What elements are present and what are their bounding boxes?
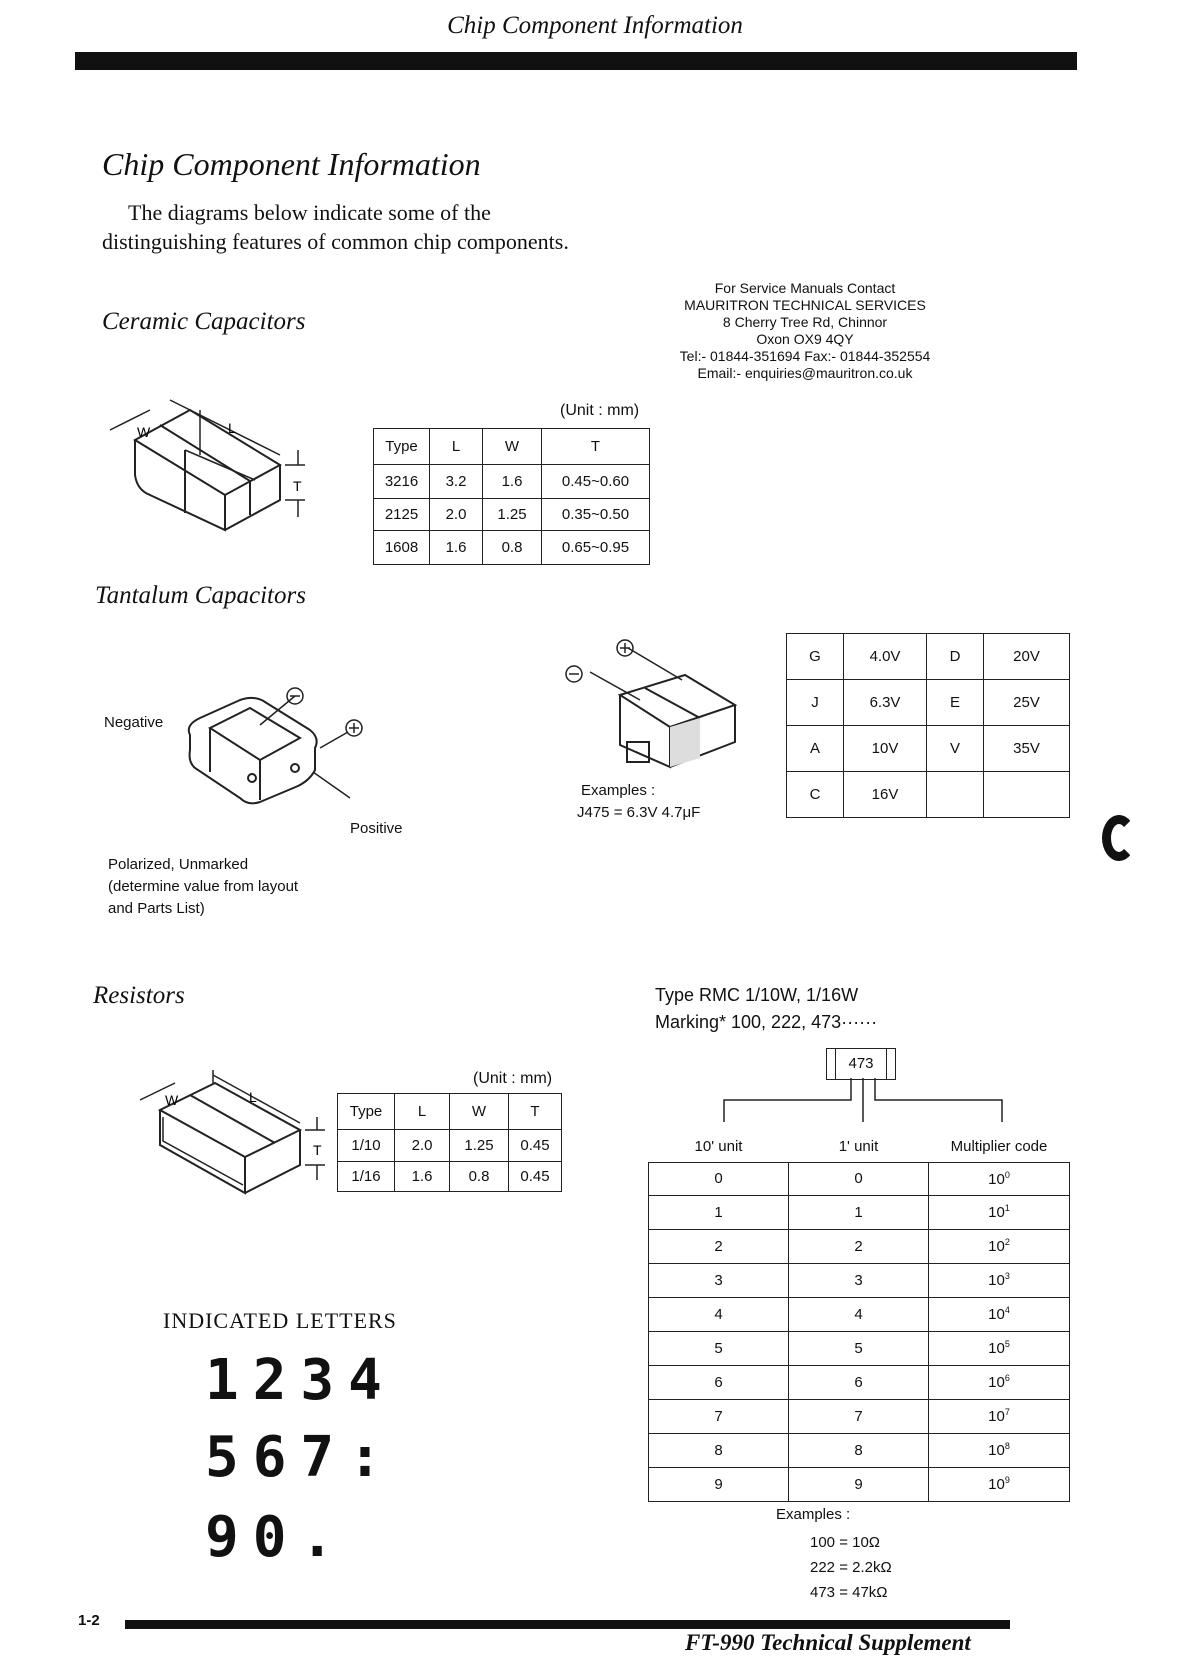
tantalum-note (108, 854, 298, 920)
ceramic-t-label: T (293, 478, 302, 494)
binder-mark (1102, 815, 1136, 861)
table-cell (929, 1399, 1070, 1433)
voltage-code-table (786, 633, 1070, 818)
table-header-row (338, 1094, 562, 1130)
table-cell (929, 1229, 1070, 1263)
table-row (649, 1331, 1070, 1365)
table-cell: 7 (649, 1399, 789, 1433)
table-cell: 2 (649, 1229, 789, 1263)
table-cell: 1 (789, 1195, 929, 1229)
table-header-cell: T (542, 429, 650, 465)
table-header-cell: L (395, 1094, 450, 1130)
negative-label: Negative (104, 714, 164, 731)
resistor-l-label: L (249, 1089, 257, 1105)
table-cell: 16V (844, 772, 927, 818)
table-cell: 3 (649, 1263, 789, 1297)
table-row (649, 1399, 1070, 1433)
contact-line: Email:- enquiries@mauritron.co.uk (697, 365, 913, 381)
table-cell (929, 1365, 1070, 1399)
table-cell (929, 1331, 1070, 1365)
tantalum-example: J475 = 6.3V 4.7μF (577, 804, 701, 821)
table-cell (929, 1297, 1070, 1331)
table-cell: 6 (649, 1365, 789, 1399)
resistor-examples (810, 1530, 892, 1605)
marking-sample-text: 473 (835, 1049, 887, 1079)
table-cell: 0 (649, 1162, 789, 1195)
table-cell: 6 (789, 1365, 929, 1399)
multiplier-base: 10 (988, 1374, 1005, 1391)
table-cell: 5 (649, 1331, 789, 1365)
table-header-cell: L (430, 429, 483, 465)
indicated-row: 90. (205, 1505, 349, 1570)
indicated-row: 567: (205, 1425, 396, 1490)
table-cell: 7 (789, 1399, 929, 1433)
table-row (338, 1162, 562, 1192)
table-cell: 2125 (374, 499, 430, 531)
table-row (649, 1229, 1070, 1263)
table-cell: 9 (649, 1467, 789, 1501)
intro-text: The diagrams below indicate some of the distinguishing features of common chip components. (102, 200, 569, 254)
multiplier-base: 10 (988, 1408, 1005, 1425)
table-cell: 1.6 (483, 465, 542, 499)
table-cell: 1.25 (450, 1130, 509, 1162)
table-cell (929, 1263, 1070, 1297)
table-header-row (374, 429, 650, 465)
table-cell (929, 1162, 1070, 1195)
table-cell: 1 (649, 1195, 789, 1229)
table-cell: 5 (789, 1331, 929, 1365)
table-cell: 2 (789, 1229, 929, 1263)
note-line: Polarized, Unmarked (108, 856, 249, 873)
table-row (649, 1195, 1070, 1229)
multiplier-exponent: 7 (1004, 1407, 1010, 1417)
contact-line: For Service Manuals Contact (714, 280, 896, 296)
ceramic-unit-label: (Unit : mm) (560, 402, 640, 419)
table-cell: 2.0 (395, 1130, 450, 1162)
table-row (787, 726, 1070, 772)
marking-connector-lines (720, 1078, 1010, 1123)
table-header-cell: 1' unit (789, 1132, 929, 1162)
section-title-ceramic: Ceramic Capacitors (102, 308, 306, 335)
positive-label: Positive (350, 820, 403, 837)
multiplier-base: 10 (988, 1476, 1005, 1493)
table-cell: 6.3V (844, 680, 927, 726)
contact-line: 8 Cherry Tree Rd, Chinnor (722, 314, 888, 330)
table-row (787, 680, 1070, 726)
contact-line: Tel:- 01844-351694 Fax:- 01844-352554 (679, 348, 931, 364)
table-cell: 0.45 (509, 1130, 562, 1162)
header-title: Chip Component Information (447, 12, 743, 39)
table-cell: 35V (984, 726, 1070, 772)
resistor-unit-label: (Unit : mm) (473, 1070, 553, 1087)
table-cell: E (927, 680, 984, 726)
table-cell (929, 1433, 1070, 1467)
ceramic-w-label: W (137, 424, 151, 440)
table-cell (984, 772, 1070, 818)
footer-title: FT-990 Technical Supplement (685, 1630, 971, 1655)
multiplier-exponent: 4 (1004, 1305, 1010, 1315)
table-cell: G (787, 634, 844, 680)
table-cell: 2.0 (430, 499, 483, 531)
ceramic-table (373, 428, 650, 565)
table-header-cell: Type (374, 429, 430, 465)
table-row (649, 1162, 1070, 1195)
table-cell: 0.8 (483, 531, 542, 565)
multiplier-exponent: 3 (1004, 1271, 1010, 1281)
resistor-diagram (135, 1065, 335, 1210)
multiplier-exponent: 1 (1004, 1203, 1010, 1213)
tantalum-examples-label: Examples : (581, 782, 656, 799)
table-cell: 25V (984, 680, 1070, 726)
table-row (787, 634, 1070, 680)
section-title-resistors: Resistors (93, 982, 185, 1009)
tantalum-marked-diagram (560, 630, 750, 780)
table-cell: 0.8 (450, 1162, 509, 1192)
footer-rule (125, 1620, 1010, 1629)
table-header-cell: T (509, 1094, 562, 1130)
table-row (649, 1467, 1070, 1501)
table-cell: 8 (789, 1433, 929, 1467)
resistor-dimension-table (337, 1093, 562, 1192)
note-line: and Parts List) (108, 900, 205, 917)
multiplier-exponent: 2 (1004, 1237, 1010, 1247)
multiplier-base: 10 (988, 1238, 1005, 1255)
table-header-row (649, 1132, 1070, 1162)
table-cell: 9 (789, 1467, 929, 1501)
table-cell: 1/16 (338, 1162, 395, 1192)
multiplier-exponent: 5 (1004, 1339, 1010, 1349)
indicated-letters-title: INDICATED LETTERS (163, 1308, 397, 1333)
table-cell: 1/10 (338, 1130, 395, 1162)
multiplier-base: 10 (988, 1204, 1005, 1221)
multiplier-base: 10 (988, 1272, 1005, 1289)
indicated-row: 1234 (205, 1348, 396, 1413)
table-cell: 3216 (374, 465, 430, 499)
resistor-code-table (648, 1132, 1070, 1502)
resistor-w-label: W (165, 1092, 179, 1108)
example-line: 222 = 2.2kΩ (810, 1559, 892, 1576)
table-header-cell: W (450, 1094, 509, 1130)
table-cell: 20V (984, 634, 1070, 680)
table-cell: 8 (649, 1433, 789, 1467)
multiplier-base: 10 (988, 1340, 1005, 1357)
resistor-marking-line: Marking* 100, 222, 473······ (655, 1012, 878, 1032)
table-row (787, 772, 1070, 818)
header-rule (75, 52, 1077, 70)
table-cell: 4 (649, 1297, 789, 1331)
table-cell: 1.6 (430, 531, 483, 565)
table-cell: 0.45~0.60 (542, 465, 650, 499)
resistor-examples-label: Examples : (776, 1506, 851, 1523)
multiplier-exponent: 0 (1004, 1169, 1010, 1180)
table-cell: J (787, 680, 844, 726)
table-cell: C (787, 772, 844, 818)
table-row (374, 531, 650, 565)
table-cell: 1608 (374, 531, 430, 565)
table-cell: 3 (789, 1263, 929, 1297)
table-cell: 1.25 (483, 499, 542, 531)
marking-sample-box (826, 1048, 896, 1080)
table-header-cell: W (483, 429, 542, 465)
multiplier-exponent: 8 (1004, 1441, 1010, 1451)
example-line: 100 = 10Ω (810, 1534, 881, 1551)
page-number: 1-2 (78, 1612, 100, 1629)
multiplier-base: 10 (988, 1442, 1005, 1459)
table-cell: 0.65~0.95 (542, 531, 650, 565)
multiplier-base: 10 (988, 1306, 1005, 1323)
example-line: 473 = 47kΩ (810, 1584, 888, 1601)
table-cell: 0.35~0.50 (542, 499, 650, 531)
page-title: Chip Component Information (102, 146, 481, 182)
resistor-t-label: T (313, 1142, 322, 1158)
table-row (374, 465, 650, 499)
contact-line: MAURITRON TECHNICAL SERVICES (684, 297, 926, 313)
table-row (649, 1365, 1070, 1399)
table-cell: 4 (789, 1297, 929, 1331)
table-cell: V (927, 726, 984, 772)
table-row (374, 499, 650, 531)
section-title-tantalum: Tantalum Capacitors (95, 582, 306, 609)
multiplier-exponent: 6 (1004, 1373, 1010, 1383)
table-cell: 10V (844, 726, 927, 772)
table-cell: D (927, 634, 984, 680)
table-cell: 3.2 (430, 465, 483, 499)
ceramic-l-label: L (228, 420, 236, 436)
ceramic-capacitor-diagram (105, 395, 325, 555)
tantalum-polarized-diagram (180, 680, 380, 830)
table-cell: 0 (789, 1162, 929, 1195)
contact-line: Oxon OX9 4QY (756, 331, 854, 347)
table-cell: 1.6 (395, 1162, 450, 1192)
table-row (338, 1130, 562, 1162)
table-cell: 0.45 (509, 1162, 562, 1192)
resistor-type-line: Type RMC 1/10W, 1/16W (655, 985, 859, 1005)
contact-block (675, 280, 935, 382)
table-header-cell: 10' unit (649, 1132, 789, 1162)
table-cell (929, 1195, 1070, 1229)
table-row (649, 1263, 1070, 1297)
table-cell (929, 1467, 1070, 1501)
table-cell (927, 772, 984, 818)
table-header-cell: Type (338, 1094, 395, 1130)
table-cell: 4.0V (844, 634, 927, 680)
table-row (649, 1297, 1070, 1331)
multiplier-exponent: 9 (1004, 1475, 1010, 1485)
note-line: (determine value from layout (108, 878, 299, 895)
table-header-cell: Multiplier code (929, 1132, 1070, 1162)
table-row (649, 1433, 1070, 1467)
table-cell: A (787, 726, 844, 772)
multiplier-base: 10 (988, 1170, 1005, 1188)
